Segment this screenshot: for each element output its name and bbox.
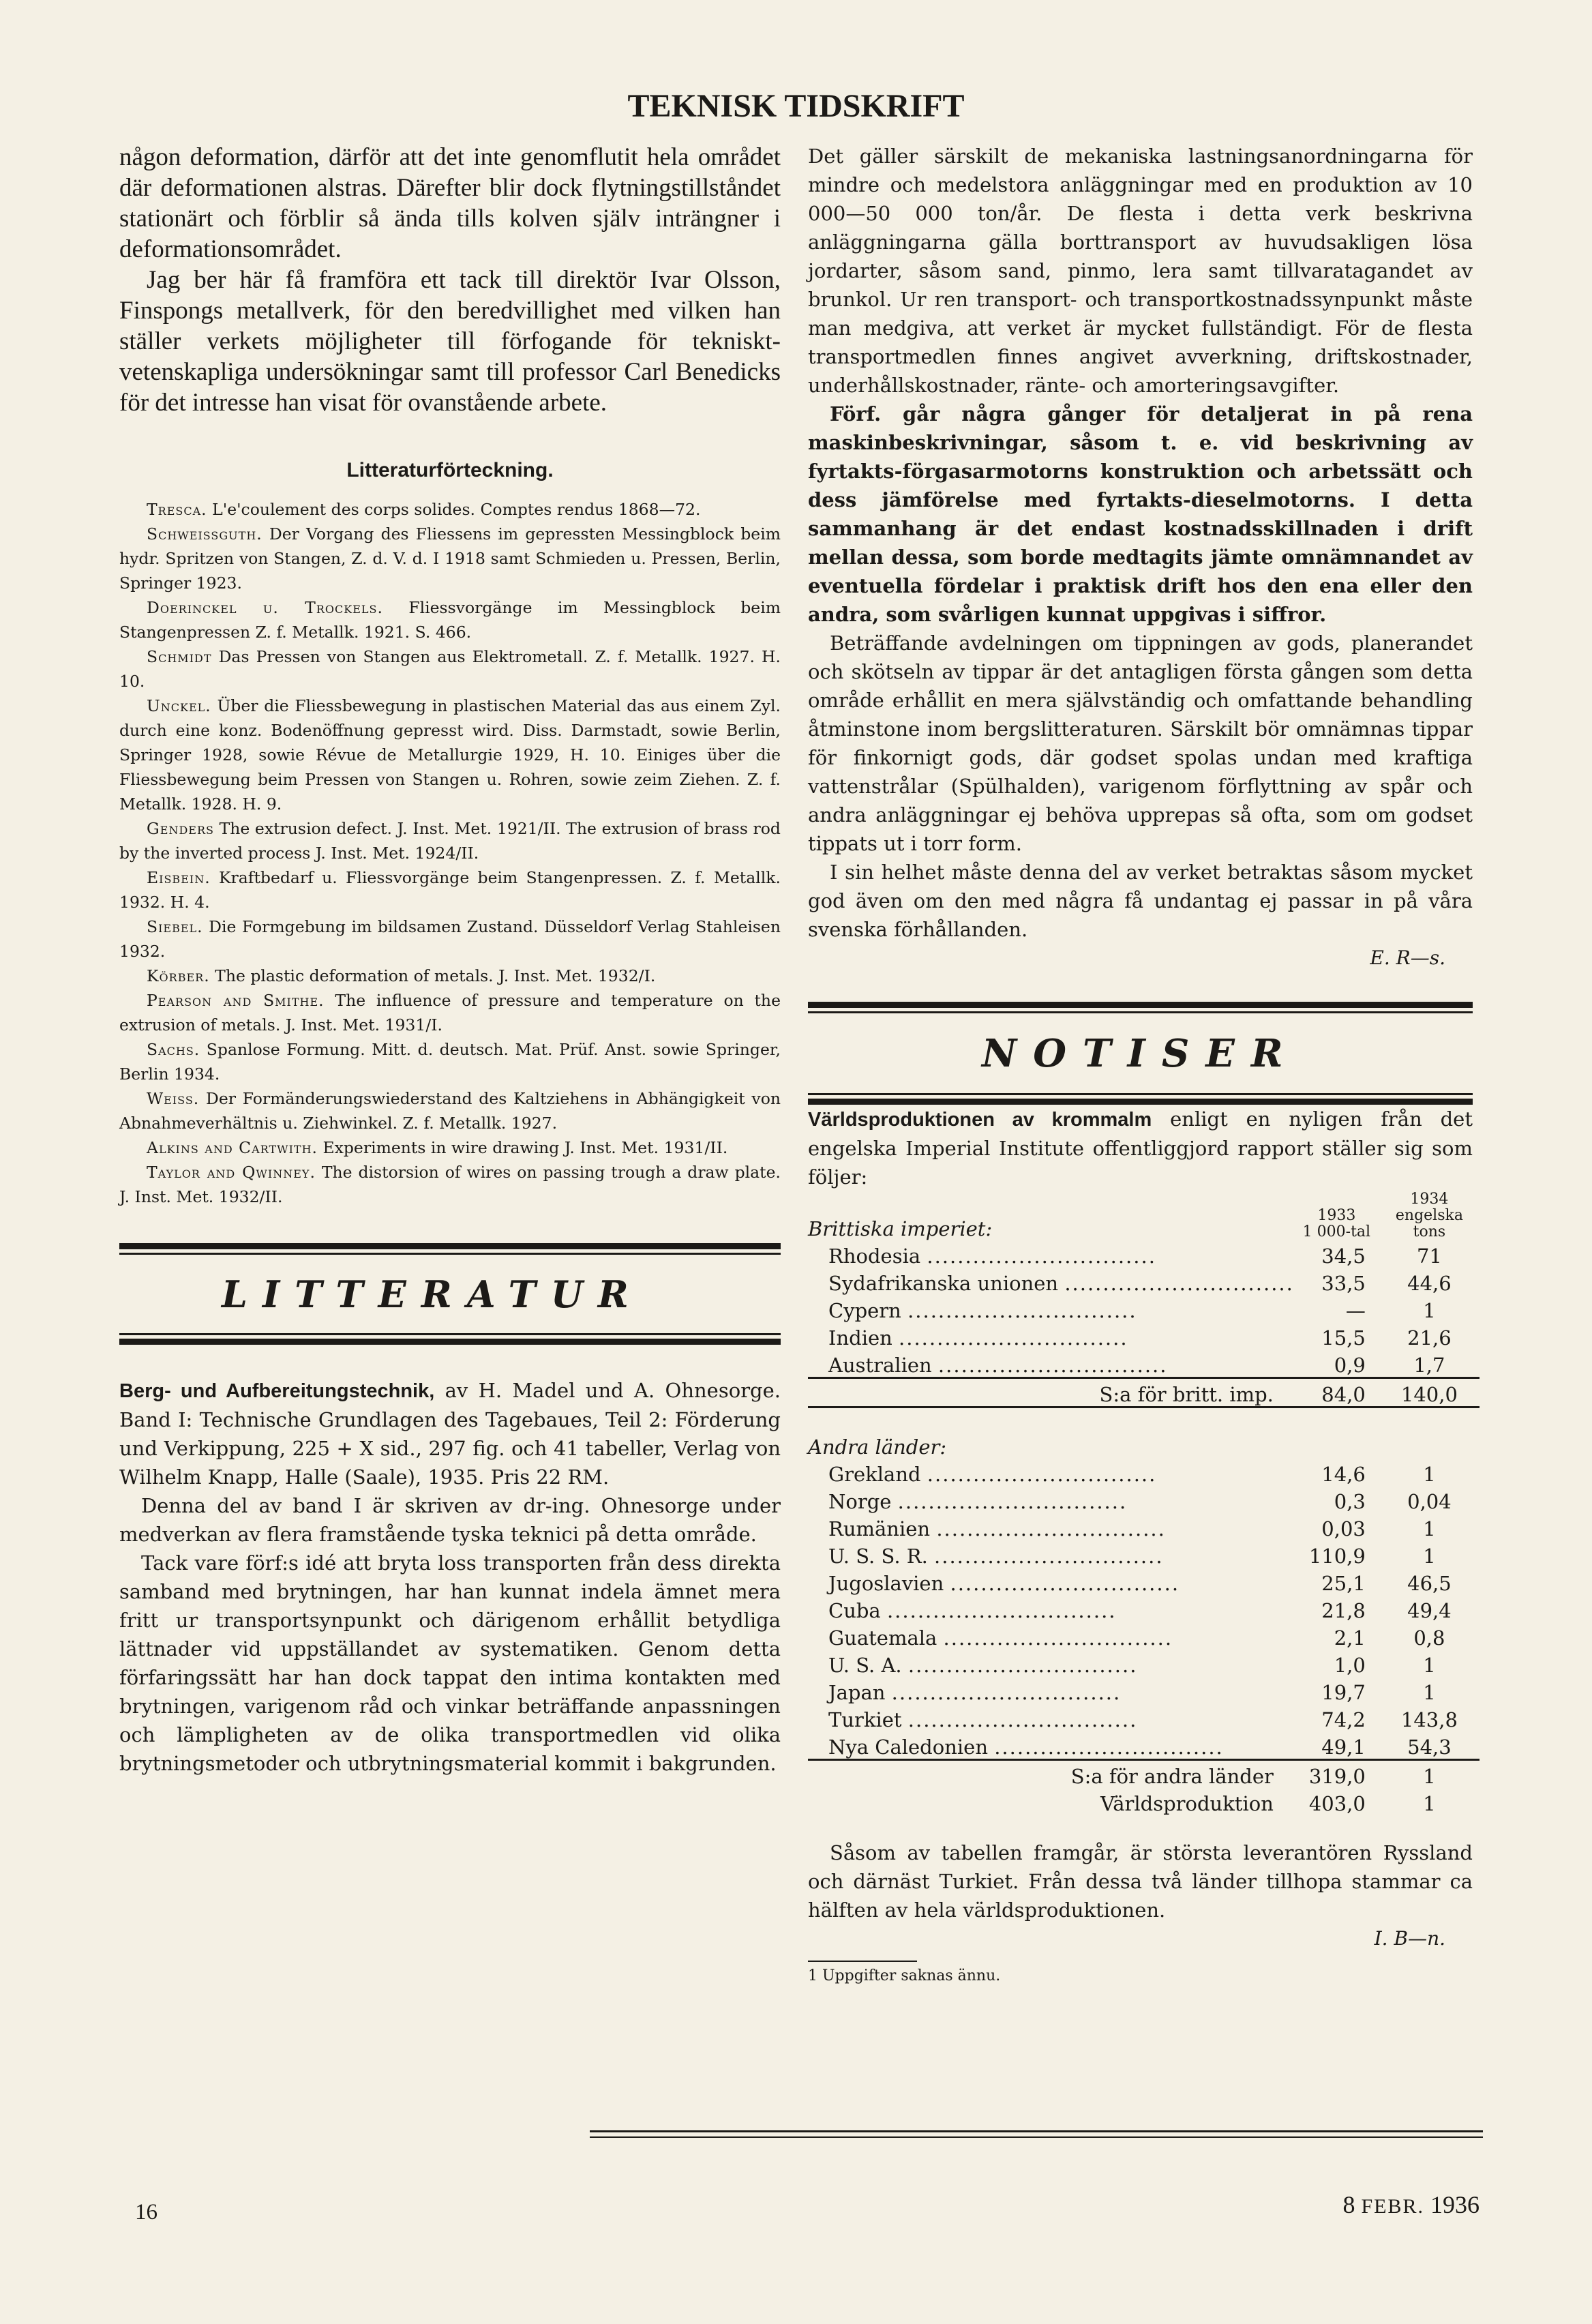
value-1933: 15,5 — [1321, 1326, 1366, 1350]
value-1934: 1 — [1423, 1681, 1436, 1704]
value-1933: 33,5 — [1321, 1272, 1366, 1295]
reference-author: Eisbein. — [147, 868, 211, 887]
right-column — [808, 142, 1473, 1984]
country-label: Norge — [828, 1490, 892, 1513]
reference-author: Taylor and Qwinney. — [147, 1163, 316, 1182]
table-row — [808, 1350, 1480, 1378]
notis-conclusion: Såsom av tabellen framgår, är största leverantören Ryssland och därnäst Turkiet. Från dessa två länder tillhopa stammar ca hälften av hela världsproduktionen. — [808, 1841, 1473, 1922]
world-total-row — [808, 1788, 1480, 1815]
review-signature: E. R—s. — [1370, 947, 1445, 969]
bottom-rule — [590, 2130, 1483, 2132]
issue-date — [1342, 2190, 1480, 2219]
country-label: Japan — [828, 1681, 886, 1704]
country-name — [808, 1595, 1294, 1622]
country-label: Cuba — [828, 1599, 881, 1622]
value-1933: 0,3 — [1334, 1490, 1366, 1513]
british-sum-row-1934: 140,0 — [1379, 1378, 1480, 1407]
table-header-row — [808, 1191, 1480, 1240]
country-label: U. S. S. R. — [828, 1545, 928, 1568]
notiser-banner — [808, 1002, 1473, 1105]
table-row — [808, 1268, 1480, 1295]
date-month: FEBR. — [1361, 2195, 1424, 2218]
country-label: Rumänien — [828, 1517, 931, 1540]
country-name — [808, 1268, 1294, 1295]
banner-rule — [119, 1339, 781, 1345]
masthead: TEKNISK TIDSKRIFT — [627, 88, 965, 124]
leader-dots: .............................. — [937, 1354, 1168, 1377]
review-paragraph: Det gäller särskilt de mekaniska lastningsanordningarna för mindre och medelstora anläggningar med en produktion av 10 000—50 000 ton/år. De flesta i detta verk beskrivna anläggningarna gälla borttransport av huvudsakligen lösa jordarter, såsom sand, pinmo, lera samt tillvaratagandet av brunkol. Ur ren transport- och transportkostnadssynpunkt måste man medgiva, att verket är mycket fullständigt. För de flesta transportmedlen finnes angivet avverkning, driftskostnader, underhållskostnader, ränte- och amorteringsavgifter. — [808, 145, 1473, 397]
reference-author: Doerinckel u. Trockels. — [147, 598, 383, 617]
country-label: Nya Caledonien — [828, 1735, 988, 1759]
country-label: Rhodesia — [828, 1245, 921, 1268]
country-name — [808, 1731, 1294, 1760]
column-header-1933 — [1294, 1191, 1379, 1240]
reference-text: The extrusion defect. J. Inst. Met. 1921/II. The extrusion of brass rod by the inverted process J. Inst. Met. 1924/II. — [119, 819, 781, 863]
leader-dots: .............................. — [907, 1708, 1138, 1731]
country-label: U. S. A. — [828, 1654, 902, 1677]
leader-dots: .............................. — [1064, 1272, 1294, 1295]
reference-text: L'e'coulement des corps solides. Comptes rendus 1868—72. — [212, 500, 701, 519]
reference-entry — [119, 497, 781, 522]
value-1933: 0,9 — [1334, 1354, 1366, 1377]
reference-entry — [119, 644, 781, 694]
leader-dots: .............................. — [897, 1490, 1128, 1513]
country-name — [808, 1350, 1294, 1378]
reference-text: Das Pressen von Stangen aus Elektrometall. Z. f. Metallk. 1927. H. 10. — [119, 647, 781, 691]
table-row — [808, 1568, 1480, 1595]
value-1934: 54,3 — [1407, 1735, 1452, 1759]
table-row — [808, 1322, 1480, 1350]
british-sum-row-label: S:a för britt. imp. — [808, 1378, 1294, 1407]
notiser-title: NOTISER — [982, 1031, 1300, 1076]
other-sum-row-label: S:a för andra länder — [808, 1760, 1294, 1789]
year-1933: 1933 — [1317, 1207, 1356, 1224]
reference-author: Unckel. — [147, 696, 211, 715]
value-1933: 34,5 — [1321, 1245, 1366, 1268]
leader-dots: .............................. — [891, 1681, 1122, 1704]
table-row — [808, 1595, 1480, 1622]
footnote: 1 Uppgifter saknas ännu. — [808, 1967, 1001, 1984]
reference-text: The plastic deformation of metals. J. Inst. Met. 1932/I. — [215, 966, 656, 985]
leader-dots: .............................. — [994, 1735, 1224, 1759]
reference-text: Der Vorgang des Fliessens im gepressten Messingblock beim hydr. Spritzen von Stangen, Z. d. V. d. I 1918 samt Schmieden u. Pressen, Berlin, Springer 1923. — [119, 524, 781, 593]
value-1934: 1 — [1423, 1299, 1436, 1322]
group-label-other: Andra länder: — [808, 1407, 1480, 1459]
leader-dots: .............................. — [927, 1245, 1156, 1268]
value-1933: 110,9 — [1308, 1545, 1366, 1568]
article-paragraph: någon deformation, därför att det inte genomflutit hela området där deformationen alstras. Därefter blir dock flytningstillståndet stationärt och förblir så ända tills kolven själv inträngner i deformationsområdet. — [119, 143, 781, 263]
value-1933: 74,2 — [1321, 1708, 1366, 1731]
other-sum-row-1933: 319,0 — [1294, 1760, 1379, 1789]
value-1933: 49,1 — [1321, 1735, 1366, 1759]
value-1933: 0,03 — [1321, 1517, 1366, 1540]
book-review — [119, 1376, 781, 1778]
reference-text: Über die Fliessbewegung in plastischen Material das aus einem Zyl. durch eine konz. Bodenöffnung gepresst wird. Diss. Darmstadt, sowie Berlin, Springer 1928, sowie Révue de Metallurgie 1929, H. 10. Einiges über die Fliessbewegung beim Pressen von Stangen u. Rohren, sowie zeim Ziehen. Z. f. Metallk. 1928. H. 9. — [119, 696, 781, 814]
value-1933: 14,6 — [1321, 1463, 1366, 1486]
leader-dots: .............................. — [886, 1599, 1117, 1622]
value-1934: 0,04 — [1407, 1490, 1452, 1513]
page-number: 16 — [135, 2200, 157, 2224]
banner-rule — [808, 1002, 1473, 1008]
value-1933: 19,7 — [1321, 1681, 1366, 1704]
book-review-continued — [808, 142, 1473, 969]
review-paragraph — [119, 1376, 781, 1491]
reference-entry — [119, 522, 781, 595]
reference-text: The distorsion of wires on passing trough a draw plate. J. Inst. Met. 1932/II. — [119, 1163, 781, 1206]
reference-author: Schmidt — [147, 647, 212, 666]
value-1934: 1 — [1423, 1517, 1436, 1540]
reference-author: Alkins and Cartwith. — [147, 1138, 318, 1157]
group-row-other — [808, 1407, 1480, 1459]
country-name — [808, 1540, 1294, 1568]
litteratur-title: LITTERATUR — [222, 1272, 644, 1316]
review-paragraph: Denna del av band I är skriven av dr-ing. Ohnesorge under medverkan av flera framstående tyska teknici på detta område. — [119, 1494, 781, 1546]
article-paragraph: Jag ber här få framföra ett tack till direktör Ivar Olsson, Finspongs metallverk, för den beredvillighet med vilken han ställer verkets möjligheter till förfogande för tekniskt-vetenskapliga undersökningar samt till professor Carl Benedicks för det intresse han visat för ovanstående arbete. — [119, 266, 781, 417]
reference-author: Schweissguth. — [147, 524, 262, 543]
value-1934: 1,7 — [1413, 1354, 1445, 1377]
notis-intro — [808, 1105, 1473, 1191]
table-row — [808, 1295, 1480, 1322]
table-row — [808, 1486, 1480, 1513]
reference-author: Pearson and Smithe. — [147, 991, 325, 1010]
reference-text: Die Formgebung im bildsamen Zustand. Düsseldorf Verlag Stahleisen 1932. — [119, 917, 781, 961]
notis-signature: I. B—n. — [1374, 1927, 1445, 1950]
country-name — [808, 1240, 1294, 1268]
table-row — [808, 1704, 1480, 1731]
value-1933: 25,1 — [1321, 1572, 1366, 1595]
leader-dots: .............................. — [934, 1545, 1164, 1568]
banner-rule — [119, 1243, 781, 1249]
table-row — [808, 1240, 1480, 1268]
notis-intro-text: enligt en nyligen från det engelska Imperial Institute offentliggjord rapport ställer sig som följer: — [808, 1107, 1473, 1189]
value-1934: 71 — [1416, 1245, 1442, 1268]
reference-text: Spanlose Formung. Mitt. d. deutsch. Mat. Prüf. Anst. sowie Springer, Berlin 1934. — [119, 1040, 781, 1084]
review-paragraph: Tack vare förf:s idé att bryta loss transporten från dess direkta samband med brytningen, har han kunnat indela ämnet mera fritt ur transportsynpunkt och därigenom erhållit betydliga lättnader vid uppställandet av systematiken. Genom detta förfaringssätt har han dock tappat den intima kontakten med brytningen, varigenom råd och vinkar beträffande anpassningen och lämpligheten av de olika transportmedlen vid olika brytningsmetoder och utbrytningsmaterial kommit i bakgrunden. — [119, 1551, 781, 1775]
country-label: Australien — [828, 1354, 932, 1377]
year-1934: 1934 — [1410, 1191, 1449, 1208]
bottom-rule — [590, 2136, 1483, 2138]
chrome-ore-table-body — [808, 1191, 1480, 1815]
value-1933: 21,8 — [1321, 1599, 1366, 1622]
reference-entry — [119, 1086, 781, 1135]
reference-entry — [119, 816, 781, 865]
book-details: av H. Madel und A. Ohnesorge. Band I: Technische Grundlagen des Tagebaues, Teil 2: Förderung und Verkippung, 225 + X sid., 297 fig. och 41 tabeller, Verlag von Wilhelm Knapp, Halle (Saale), 1935. Pris 22 RM. — [119, 1379, 781, 1489]
unit-1934: engelska tons — [1395, 1207, 1463, 1240]
value-1934: 21,6 — [1407, 1326, 1452, 1350]
table-row — [808, 1650, 1480, 1677]
litteratur-banner — [119, 1243, 781, 1345]
reference-entry — [119, 988, 781, 1037]
table-row — [808, 1677, 1480, 1704]
banner-rule — [119, 1333, 781, 1335]
country-label: Jugoslavien — [828, 1572, 944, 1595]
reference-author: Weiss. — [147, 1089, 200, 1108]
country-name — [808, 1568, 1294, 1595]
date-day: 8 — [1342, 2191, 1355, 2218]
value-1933: 2,1 — [1334, 1626, 1366, 1650]
reference-entry — [119, 694, 781, 816]
unit-1933: 1 000-tal — [1302, 1223, 1371, 1240]
world-total-row-1933: 403,0 — [1308, 1792, 1366, 1815]
leader-dots: .............................. — [950, 1572, 1180, 1595]
reference-text: Kraftbedarf u. Fliessvorgänge beim Stangenpressen. Z. f. Metallk. 1932. H. 4. — [119, 868, 781, 912]
footnote-rule — [808, 1961, 917, 1962]
country-name — [808, 1650, 1294, 1677]
country-name — [808, 1459, 1294, 1486]
date-year: 1936 — [1430, 2191, 1480, 2218]
review-paragraph: I sin helhet måste denna del av verket betraktas såsom mycket god även om den med några få undantag ej passar in på våra svenska förhållanden. — [808, 861, 1473, 941]
left-column — [119, 142, 781, 1778]
literature-heading: Litteraturförteckning. — [346, 459, 554, 481]
group-label-british: Brittiska imperiet: — [808, 1217, 993, 1240]
reference-author: Sachs. — [147, 1040, 200, 1059]
value-1934: 1 — [1423, 1463, 1436, 1486]
reference-text: Der Formänderungswiederstand des Kaltziehens in Abhängigkeit von Abnahmeverhältnis u. Ziehwinkel. Z. f. Metallk. 1927. — [119, 1089, 781, 1133]
country-name — [808, 1295, 1294, 1322]
table-row — [808, 1513, 1480, 1540]
leader-dots: .............................. — [907, 1654, 1138, 1677]
value-1934: 0,8 — [1413, 1626, 1445, 1650]
notis-conclusion-block — [808, 1838, 1473, 1950]
review-paragraph: Beträffande avdelningen om tippningen av gods, planerandet och skötseln av tippar är det antagligen första gången som detta område erhållit en mera självständig och omfattande behandling åtminstone inom bergslitteraturen. Särskilt bör omnämnas tippar för finkornigt gods, där godset spolas undan med kraftiga vattenstrålar (Spülhalden), varigenom förflyttning av spår och andra anläggningar ej behöva upprepas så ofta, som om godset tippats ut i torr form. — [808, 631, 1473, 855]
reference-entry — [119, 595, 781, 644]
other-sum-row — [808, 1760, 1480, 1789]
reference-text: The influence of pressure and temperature on the extrusion of metals. J. Inst. Met. 1931/I. — [119, 991, 781, 1034]
article-conclusion — [119, 142, 781, 418]
leader-dots: .............................. — [899, 1326, 1128, 1350]
world-total-row-label: Världsproduktion — [1100, 1792, 1274, 1815]
value-1934: 143,8 — [1400, 1708, 1458, 1731]
country-label: Grekland — [828, 1463, 921, 1486]
table-row — [808, 1731, 1480, 1760]
leader-dots: .............................. — [936, 1517, 1166, 1540]
reference-entry — [119, 865, 781, 914]
country-name — [808, 1486, 1294, 1513]
british-sum-row-1933: 84,0 — [1294, 1378, 1379, 1407]
value-1934: 1 — [1423, 1545, 1436, 1568]
table-row — [808, 1459, 1480, 1486]
reference-entry — [119, 1037, 781, 1086]
table-row — [808, 1540, 1480, 1568]
reference-author: Siebel. — [147, 917, 203, 936]
country-label: Turkiet — [828, 1708, 902, 1731]
country-label: Sydafrikanska unionen — [828, 1272, 1059, 1295]
country-name — [808, 1677, 1294, 1704]
other-sum-row-1934: 1 — [1379, 1760, 1480, 1789]
world-total-row-1934: 1 — [1423, 1792, 1436, 1815]
british-sum-row — [808, 1378, 1480, 1407]
column-header-1934 — [1379, 1191, 1480, 1240]
country-name — [808, 1704, 1294, 1731]
value-1934: 46,5 — [1407, 1572, 1452, 1595]
reference-entry — [119, 964, 781, 988]
leader-dots: .............................. — [907, 1299, 1137, 1322]
reference-author: Genders — [147, 819, 214, 838]
leader-dots: .............................. — [943, 1626, 1173, 1650]
reference-text: Experiments in wire drawing J. Inst. Met. 1931/II. — [322, 1138, 728, 1157]
banner-rule — [808, 1093, 1473, 1095]
table-row — [808, 1622, 1480, 1650]
reference-list — [119, 497, 781, 1209]
country-label: Cypern — [828, 1299, 901, 1322]
value-1934: 44,6 — [1407, 1272, 1452, 1295]
reference-entry — [119, 914, 781, 964]
country-name — [808, 1513, 1294, 1540]
reference-entry — [119, 1135, 781, 1160]
reference-text: Fliessvorgänge im Messingblock beim Stangenpressen Z. f. Metallk. 1921. S. 466. — [119, 598, 781, 642]
country-label: Guatemala — [828, 1626, 937, 1650]
country-name — [808, 1622, 1294, 1650]
value-1934: 1 — [1423, 1654, 1436, 1677]
review-paragraph: Förf. går några gånger för detaljerat in på rena maskinbeskrivningar, såsom t. e. vid beskrivning av fyrtakts-förgasarmotorns konstruktion och arbetssätt och dess jämförelse med fyrtakts-dieselmotorns. I detta sammanhang är det endast kostnadsskillnaden i drift mellan dessa, som borde medtagits jämte omnämnandet av eventuella fördelar i praktisk drift hos den ena eller den andra, som svårligen kunnat uppgivas i siffror. — [808, 402, 1473, 626]
chrome-ore-table — [808, 1191, 1480, 1815]
value-1933: 1,0 — [1334, 1654, 1366, 1677]
country-name — [808, 1322, 1294, 1350]
reference-entry — [119, 1160, 781, 1209]
reference-author: Tresca. — [147, 500, 207, 519]
notis-lead: Världsproduktionen av krommalm — [808, 1109, 1152, 1131]
country-label: Indien — [828, 1326, 892, 1350]
value-1933: — — [1345, 1299, 1366, 1322]
banner-rule — [808, 1099, 1473, 1105]
book-title: Berg- und Aufbereitungstechnik, — [119, 1380, 435, 1402]
leader-dots: .............................. — [927, 1463, 1157, 1486]
value-1934: 49,4 — [1407, 1599, 1452, 1622]
reference-author: Körber. — [147, 966, 210, 985]
